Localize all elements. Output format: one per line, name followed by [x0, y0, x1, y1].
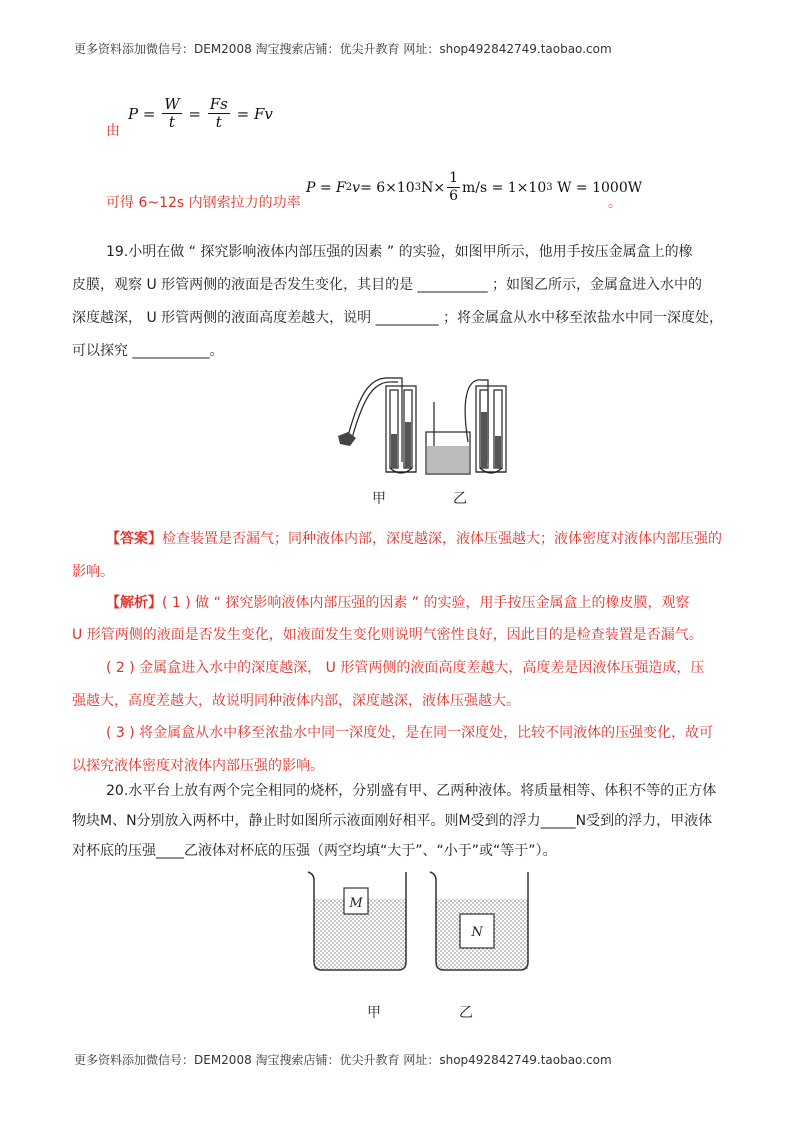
u-tube-figure [330, 372, 530, 482]
q19-line1: 19.小明在做 “ 探究影响液体内部压强的因素 ” 的实验，如图甲所示，他用手按压金属盒上的橡 [106, 244, 693, 260]
page-header: 更多资料添加微信号：DEM2008 淘宝搜索店铺：优尖升教育 网址：shop492842749.taobao.com [74, 42, 612, 56]
block-m-label: M [349, 896, 363, 911]
f2-n: N× [421, 179, 446, 196]
f2-v: v [352, 179, 361, 196]
q20-line3: 对杯底的压强____乙液体对杯底的压强（两空均填“大于”、“小于”或“等于”）。 [72, 843, 557, 859]
block-n-label: N [471, 925, 483, 940]
formula1: P = $\frac{W}{t}$ = $\frac{Fs}{t}$ = Fv [128, 95, 273, 131]
formula2-period: 。 [608, 195, 622, 211]
f2-eq1: = 6×10 [360, 179, 415, 196]
formula1-t1: t [168, 113, 175, 131]
formula1-frac-w [162, 96, 181, 131]
q19-label-jia: 甲 [372, 491, 386, 507]
formula1-t2: t [215, 113, 222, 131]
f2-exp2: 3 [546, 182, 553, 193]
formula2-prefix: 可得 6~12s 内钢索拉力的功率 [106, 195, 301, 211]
f2-ms: m/s = 1×10 [461, 179, 547, 196]
formula2 [306, 170, 642, 205]
analysis-line5: ( 3 ) 将金属盒从水中移至浓盐水中同一深度处，是在同一深度处，比较不同液体的压强变化，故可 [106, 725, 714, 741]
answer-text1: 检查装置是否漏气；同种液体内部，深度越深，液体压强越大；液体密度对液体内部压强的 [162, 531, 722, 547]
f2-tail: W = 1000W [557, 179, 643, 196]
answer-line2: 影响。 [72, 564, 114, 580]
f2-left: P = F [306, 179, 346, 196]
page-footer: 更多资料添加微信号：DEM2008 淘宝搜索店铺：优尖升教育 网址：shop492842749.taobao.com [74, 1053, 612, 1067]
analysis-tag: 【解析】 [106, 595, 162, 611]
answer-line1 [106, 530, 722, 548]
formula1-prefix: 由 [106, 123, 120, 139]
f2-one: 1 [449, 170, 458, 186]
beakers-figure [300, 866, 530, 976]
formula1-fv: Fv [253, 104, 273, 123]
formula1-fs: Fs [209, 95, 228, 113]
f2-exp1: 3 [414, 182, 422, 193]
f2-six: 6 [449, 188, 458, 204]
q19-label-yi: 乙 [453, 491, 467, 507]
q20-label-yi: 乙 [459, 1005, 473, 1021]
analysis-line4: 强越大，高度差越大，故说明同种液体内部，深度越深，液体压强越大。 [72, 693, 520, 709]
q20-line1: 20.水平台上放有两个完全相同的烧杯，分别盛有甲、乙两种液体。将质量相等、体积不等的正方体 [106, 783, 717, 799]
f2-frac [447, 170, 460, 205]
formula1-frac-fs [208, 96, 230, 131]
analysis-line3: ( 2 ) 金属盒进入水中的深度越深， U 形管两侧的液面高度差越大，高度差是因液体压强造成，压 [106, 660, 705, 676]
q20-line2: 物块M、N分别放入两杯中，静止时如图所示液面刚好相平。则M受到的浮力_____N受到的浮力，甲液体 [72, 813, 713, 829]
analysis-line1 [106, 594, 690, 612]
analysis-text1: ( 1 ) 做 “ 探究影响液体内部压强的因素 ” 的实验，用手按压金属盒上的橡皮膜，观察 [162, 595, 690, 611]
f2-sub: 2 [345, 182, 353, 193]
formula1-w: W [164, 95, 180, 113]
analysis-line6: 以探究液体密度对液体内部压强的影响。 [72, 758, 324, 774]
q20-label-jia: 甲 [367, 1005, 381, 1021]
formula1-p: P [128, 104, 139, 123]
q19-line3: 深度越深， U 形管两侧的液面高度差越大，说明 _________ ；将金属盒从水中移至浓盐水中同一深度处， [72, 310, 724, 326]
answer-tag: 【答案】 [106, 531, 162, 547]
analysis-line2: U 形管两侧的液面是否发生变化，如液面发生变化则说明气密性良好，因此目的是检查装置是否漏气。 [72, 627, 703, 643]
q19-line2: 皮膜，观察 U 形管两侧的液面是否发生变化，其目的是 __________ ；如图乙所示，金属盒进入水中的 [72, 277, 703, 293]
q19-line4: 可以探究 ___________。 [72, 343, 224, 359]
